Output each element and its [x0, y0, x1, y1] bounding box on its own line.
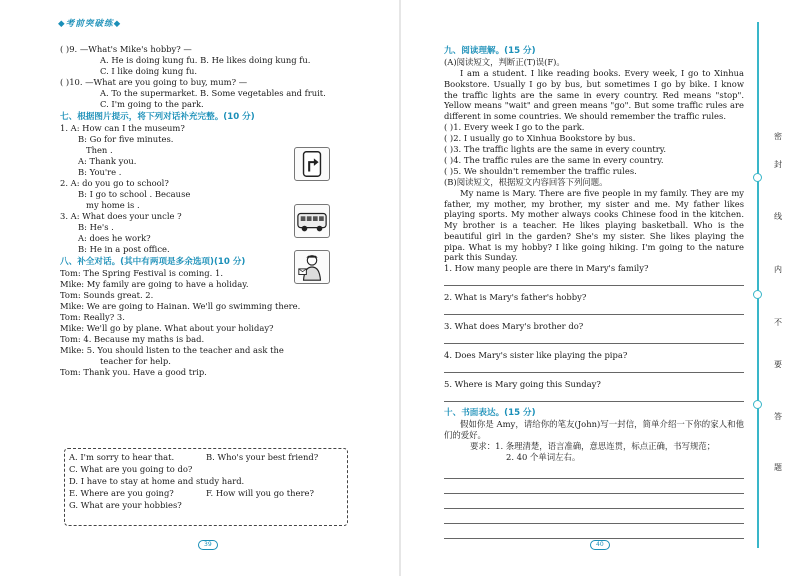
dialogue-line: 1. A: How can I the museum?: [60, 123, 185, 133]
turn-right-sign-icon: [295, 148, 329, 180]
reading-question: 3. What does Mary's brother do?: [444, 321, 584, 331]
seal-line: [757, 22, 759, 548]
dialogue-line: Mike: We are going to Hainan. We'll go swimming there.: [60, 301, 301, 311]
seal-char: 内: [774, 265, 782, 274]
dialogue-line: Tom: Thank you. Have a good trip.: [60, 367, 207, 377]
reading-question: 4. Does Mary's sister like playing the pipa?: [444, 350, 628, 360]
seal-char: 密: [774, 132, 782, 141]
dialogue-line: B: Go for five minutes.: [78, 134, 174, 144]
question-list: [444, 263, 744, 402]
seal-char: 答: [774, 412, 782, 421]
part-a-instructions: (A)阅读短文，判断正(T)误(F)。: [444, 57, 565, 67]
question-line: C. I like doing kung fu.: [100, 66, 197, 76]
option-item: E. Where are you going?: [69, 488, 174, 498]
true-false-item: ( )4. The traffic rules are the same in every country.: [444, 154, 664, 165]
right-page: [404, 0, 800, 576]
seal-dot: [753, 290, 762, 299]
answer-line[interactable]: [444, 390, 744, 402]
part-b-instructions: (B)阅读短文，根据短文内容回答下列问题。: [444, 176, 608, 187]
dialogue-line: B: You're .: [78, 167, 122, 177]
true-false-item: ( )2. I usually go to Xinhua Bookstore by bus.: [444, 132, 636, 143]
question-line: A. He is doing kung fu. B. He likes doing kung fu.: [100, 55, 311, 65]
dialogue-line: A: does he work?: [78, 233, 151, 243]
seal-dot: [753, 400, 762, 409]
seal-char: 封: [774, 160, 782, 169]
right-column: [444, 44, 744, 542]
option-row: [69, 476, 343, 488]
option-item: B. Who's your best friend?: [206, 452, 319, 462]
option-item: D. I have to stay at home and study hard.: [69, 476, 245, 486]
option-item: C. What are you going to do?: [69, 464, 193, 474]
seal-char: 不: [774, 318, 782, 327]
reading-question: 2. What is Mary's father's hobby?: [444, 292, 587, 302]
postman-picture: [294, 250, 330, 284]
true-false-item: ( )5. We shouldn't remember the traffic rules.: [444, 165, 637, 176]
dialogue-line: Then .: [86, 145, 113, 155]
right-page-number: 40: [590, 540, 610, 550]
dialogue-line: my home is .: [86, 200, 140, 210]
option-item: F. How will you go there?: [206, 488, 314, 498]
answer-line[interactable]: [444, 274, 744, 286]
dialogue-line: Mike: We'll go by plane. What about your holiday?: [60, 323, 274, 333]
option-row: [69, 452, 343, 464]
dialogue-line: B: I go to school . Because: [78, 189, 191, 199]
true-false-item: ( )1. Every week I go to the park.: [444, 121, 585, 132]
answer-line[interactable]: [444, 303, 744, 315]
options-list: [69, 452, 343, 512]
passage-b: My name is Mary. There are five people in my family. They are my father, my mother, my brother, my sister and me. My father likes playing sports. My mother always cooks Chinese food in the kitchen. My brother is a teacher. He likes playing basketball. Who is the beautiful girl in the garden? She's my sister. She likes playing the pipa. What is my hobby? I like going hiking. I'm going to the nature park this Sunday.: [444, 187, 744, 263]
turn-right-sign-picture: [294, 147, 330, 181]
multiple-choice-block: [60, 44, 360, 110]
question-line: ( )10. —What are you going to buy, mum? —: [60, 77, 248, 87]
postman-icon: [295, 251, 329, 283]
question-line: A. To the supermarket. B. Some vegetables and fruit.: [100, 88, 326, 98]
dialogue-line: Tom: Really? 3.: [60, 312, 125, 322]
question-line: ( )9. —What's Mike's hobby? —: [60, 44, 192, 54]
answer-line[interactable]: [444, 332, 744, 344]
seal-char: 要: [774, 360, 782, 369]
dialogue-line: 3. A: What does your uncle ?: [60, 211, 182, 221]
seal-char: 线: [774, 212, 782, 221]
option-row: [69, 464, 343, 476]
option-item: G. What are your hobbies?: [69, 500, 182, 510]
dialogue-line: Tom: 4. Because my maths is bad.: [60, 334, 205, 344]
requirement-1: 要求：1. 条理清楚，语言准确，意思连贯，标点正确，书写规范；: [470, 440, 716, 451]
seal-dot: [753, 173, 762, 182]
writing-area[interactable]: [444, 467, 744, 539]
section7-title: 七、根据图片提示，将下列对话补充完整。(10 分): [60, 112, 255, 122]
reading-question: 1. How many people are there in Mary's family?: [444, 263, 649, 273]
question-line: C. I'm going to the park.: [100, 99, 204, 109]
dialogue-line: Tom: Sounds great. 2.: [60, 290, 154, 300]
dialogue-line: B: He's .: [78, 222, 114, 232]
dialogue-line: A: Thank you.: [78, 156, 137, 166]
dialogue-line: B: He in a post office.: [78, 244, 170, 254]
dialogue-line: Mike: My family are going to have a holiday.: [60, 279, 249, 289]
bus-icon: [295, 205, 329, 237]
option-item: A. I'm sorry to hear that.: [69, 452, 175, 462]
passage-a: I am a student. I like reading books. Every week, I go to Xinhua Bookstore. Usually I go by bus, but sometimes I go by bike. I know the traffic lights are the same in every country. Red means "stop". Yellow means "wait" and green means "go". But some traffic rules are different in some countries. We should remember the traffic rules.: [444, 68, 744, 121]
true-false-list: [444, 122, 744, 177]
seal-char: 题: [774, 463, 782, 472]
writing-prompt: 假如你是 Amy，请给你的笔友(John)写一封信，简单介绍一下你的家人和他们的爱好。: [444, 419, 744, 440]
true-false-item: ( )3. The traffic lights are the same in every country.: [444, 143, 667, 154]
section10-title: 十、书面表达。(15 分): [444, 408, 536, 418]
option-row: [69, 488, 343, 500]
option-row: [69, 500, 343, 512]
bus-picture: [294, 204, 330, 238]
section-banner: ◆考前突破练◆: [58, 19, 122, 29]
dialogue-line: teacher for help.: [100, 356, 171, 366]
dialogue-line: 2. A: do you go to school?: [60, 178, 169, 188]
reading-question: 5. Where is Mary going this Sunday?: [444, 379, 601, 389]
answer-line[interactable]: [444, 361, 744, 373]
requirement-2: 2. 40 个单词左右。: [506, 451, 581, 462]
dialogue-line: Tom: The Spring Festival is coming. 1.: [60, 268, 223, 278]
dialogue-line: Mike: 5. You should listen to the teacher and ask the: [60, 345, 284, 355]
section8-title: 八、补全对话。(其中有两项是多余选项)(10 分): [60, 257, 246, 267]
section9-title: 九、阅读理解。(15 分): [444, 46, 536, 56]
left-page-number: 39: [198, 540, 218, 550]
options-box: [64, 448, 348, 526]
